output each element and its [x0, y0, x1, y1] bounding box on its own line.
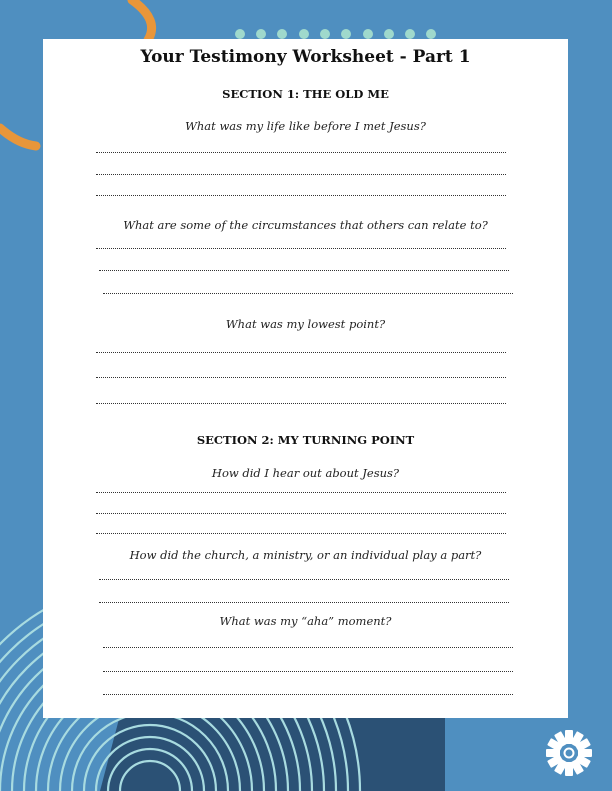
- answer-line[interactable]: [96, 352, 506, 353]
- answer-line[interactable]: [96, 533, 506, 534]
- answer-line[interactable]: [96, 152, 506, 153]
- question-aha-moment: What was my “aha” moment?: [219, 614, 392, 628]
- answer-line[interactable]: [99, 579, 509, 580]
- section2-heading: SECTION 2: MY TURNING POINT: [196, 433, 415, 447]
- mint-dots: [235, 29, 436, 39]
- answer-line[interactable]: [96, 492, 506, 493]
- answer-line[interactable]: [99, 602, 509, 603]
- answer-line[interactable]: [96, 195, 506, 196]
- answer-line[interactable]: [103, 647, 513, 648]
- worksheet-title: Your Testimony Worksheet - Part 1: [140, 47, 471, 67]
- worksheet-page: [43, 39, 568, 718]
- section1-heading: SECTION 1: THE OLD ME: [222, 87, 389, 101]
- answer-line[interactable]: [103, 671, 513, 672]
- question-circumstances: What are some of the circumstances that others can relate to?: [123, 218, 488, 232]
- orange-arc-left: [0, 128, 36, 146]
- answer-line[interactable]: [96, 403, 506, 404]
- answer-line[interactable]: [103, 293, 513, 294]
- answer-line[interactable]: [96, 513, 506, 514]
- orange-arc-top: [132, 0, 152, 40]
- question-church-role: How did the church, a ministry, or an individual play a part?: [129, 548, 482, 562]
- question-lowest-point: What was my lowest point?: [225, 317, 386, 331]
- answer-line[interactable]: [99, 270, 509, 271]
- answer-line[interactable]: [103, 694, 513, 695]
- answer-line[interactable]: [96, 248, 506, 249]
- question-hear-about-jesus: How did I hear out about Jesus?: [211, 466, 400, 480]
- answer-line[interactable]: [96, 174, 506, 175]
- sun-logo-icon: [544, 728, 594, 778]
- answer-line[interactable]: [96, 377, 506, 378]
- question-life-before: What was my life like before I met Jesus?: [185, 119, 426, 133]
